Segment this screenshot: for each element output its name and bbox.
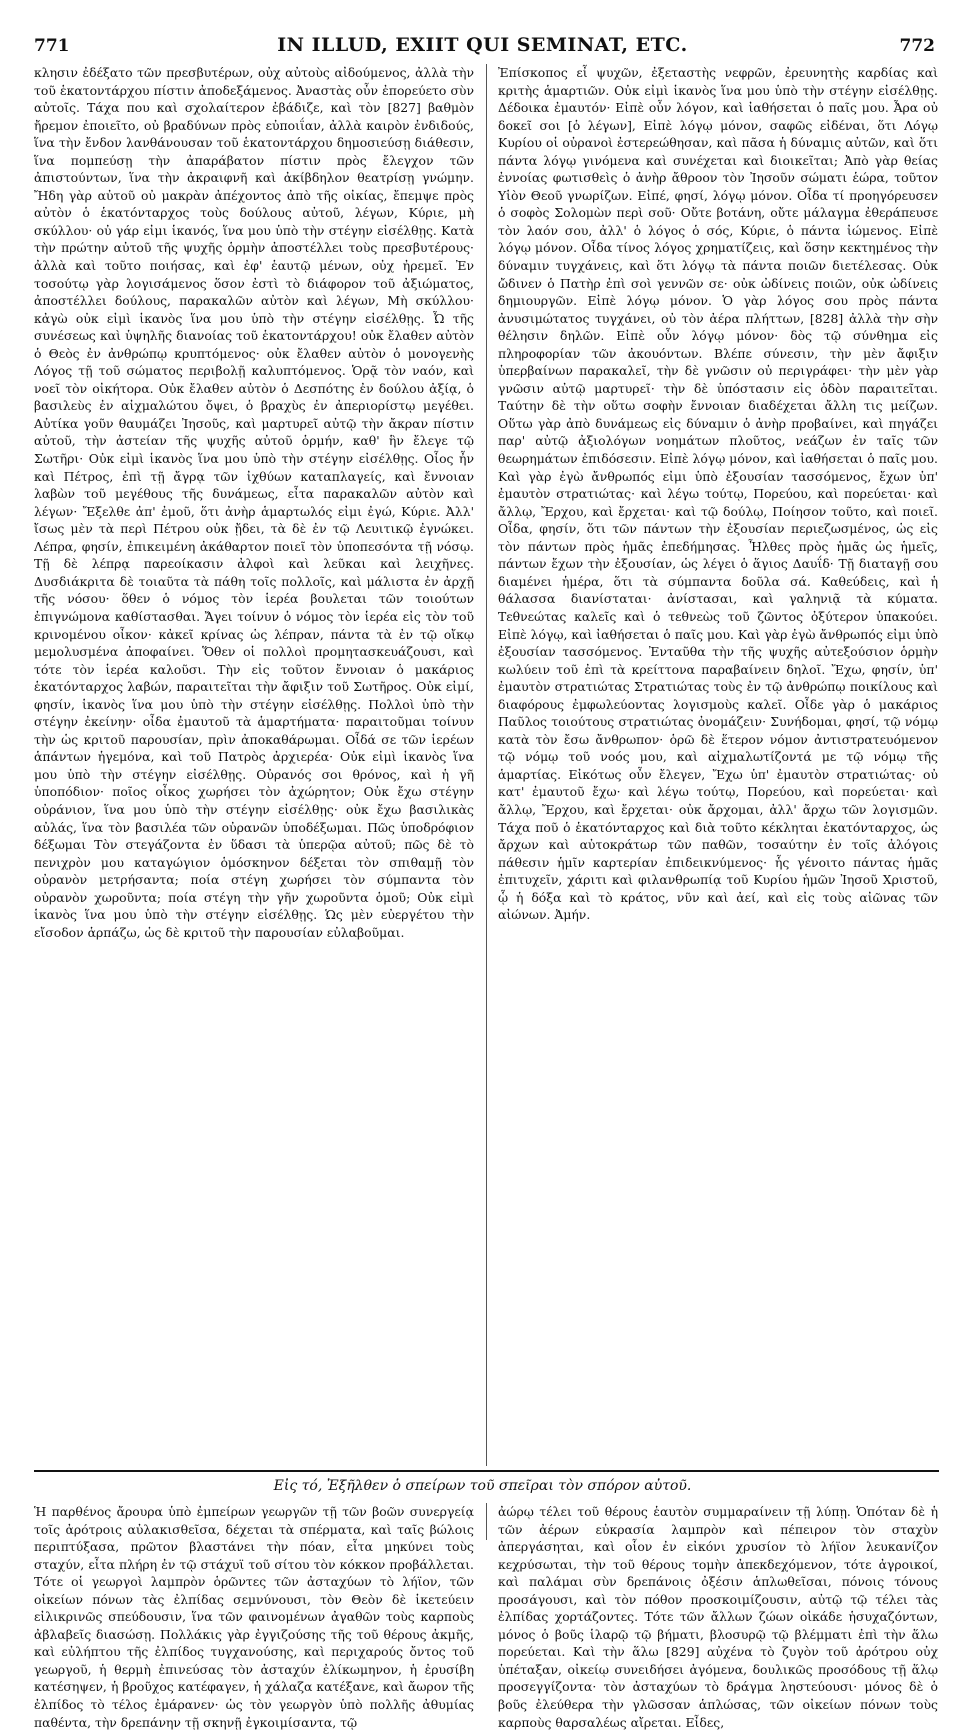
section-title: Εἰς τό, Ἐξῆλθεν ὁ σπείρων τοῦ σπεῖραι τὸν σπόρον αὐτοῦ. <box>273 1478 692 1494</box>
text-column-left <box>34 64 474 1469</box>
running-header <box>0 0 965 56</box>
column-right-text: Ἐπίσκοπος εἶ ψυχῶν, ἐξεταστὴς νεφρῶν, ἐρευνητὴς καρδίας καὶ κριτὴς ἁμαρτιῶν. Οὐκ εἰμὶ ἱκανὸς ἵνα μου ὑπὸ τὴν στέγην εἰσέλθῃς. Δέδοικα ἐμαυτόν· Εἰπὲ οὖν λόγον, καὶ ἰαθήσεται ὁ παῖς μου. Ἆρα οὐ δοκεῖ σοι [ὁ λέγων], Εἰπὲ λόγῳ μόνον, σαφῶς εἰδέναι, ὅτι Λόγῳ Κυρίου οἱ οὐρανοὶ ἐστερεώθησαν, καὶ πᾶσα ἡ δύναμις αὐτῶν, καὶ ὅτι πάντα λόγῳ γινόμενα καὶ συνέχεται καὶ διοικεῖται; Ἀπὸ γὰρ θείας ἐννοίας φωτισθεὶς ὁ ἀνὴρ ἄθροον τὸν Ἰησοῦν σώματι ἑώρα, τοῦτον Υἱὸν Θεοῦ γνωρίζων. Εἰπέ, φησί, λόγῳ μόνον. Οἶδα τί προηγόρευσεν ὁ σοφὸς Σολομὼν περὶ σοῦ· Οὔτε βοτάνη, οὔτε μάλαγμα ἐθεράπευσε τὸν λαόν σου, ἀλλ' ὁ λόγος ὁ σός, Κύριε, ὁ πάντα ἰώμενος. Εἰπὲ λόγῳ μόνον. Οἶδα τίνος λόγος χρηματίζεις, καὶ ὅσην κεκτημένος τὴν δύναμιν τυγχάνεις, καὶ ὅτι λόγῳ τὰ πάντα ποιῶν διετέλεσας. Οὐκ ὤδινεν ὁ Πατὴρ ἐπὶ σοὶ γεννῶν σε· οὐκ ὠδίνεις ποιῶν, οὐκ ὠδίνεις δημιουργῶν. Εἰπὲ λόγῳ μόνον. Ὁ γὰρ λόγος σου πρὸς πάντα ἀνυσιμώτατος τυγχάνει, οὐ τὸν ἀέρα πλήττων, [828] ἀλλὰ τὴν σὴν θέλησιν δηλῶν. Εἰπὲ οὖν λόγῳ μόνον· δὸς τῷ σύνθημα εἰς πληροφορίαν τῶν ἀκουόντων. Βλέπε σύνεσιν, τὴν μὲν ἄφιξιν ὑπερβαίνων παρακαλεῖ, τὴν δὲ γνῶσιν οὐ περιγράφει· τὴν μὲν γὰρ γνῶσιν αὐτῷ μαρτυρεῖ· τὴν δὲ ὑπόστασιν εἰς ὁδὸν παραιτεῖται. Ταύτην δὲ τὴν οὕτω σοφὴν ἔννοιαν διαδέχεται ἄλλη τις μείζων. Οὕτω γὰρ ἀπὸ δυνάμεως εἰς δύναμιν ὁ ἀνὴρ προβαίνει, καὶ πηγάζει παρ' αὐτῷ ἀξιολόγων νοημάτων πλοῦτος, νεάζων ἐν ταῖς τῶν θεωρημάτων ἐπιδόσεσιν. Εἰπὲ λόγῳ μόνον, καὶ ἰαθήσεται ὁ παῖς μου. Καὶ γὰρ ἐγὼ ἄνθρωπός εἰμι ὑπὸ ἐξουσίαν τασσόμενος, ἔχων ὑπ' ἐμαυτὸν στρατιώτας· καὶ λέγω τούτῳ, Πορεύου, καὶ πορεύεται· καὶ ἄλλῳ, Ἔρχου, καὶ ἔρχεται· καὶ τῷ δούλῳ, Ποίησον τοῦτο, καὶ ποιεῖ. Οἶδα, φησίν, ὅτι τῶν πάντων τὴν ἐξουσίαν περιεζωσμένος, ὡς εἰς τὸν πάντων πρὸς ἡμᾶς ἐπεδήμησας. Ἦλθες πρὸς ἡμᾶς ὡς ἡμεῖς, πάντων ἔχων τὴν ἐξουσίαν, ὡς λέγει ὁ ἅγιος Δαυΐδ· Τῇ διαταγῇ σου διαμένει ἡμέρα, ὅτι τὰ σύμπαντα δοῦλα σά. Καθεύδεις, καὶ ἡ θάλασσα διανίσταται· ἀνίστασαι, καὶ γαληνιᾷ τὰ κύματα. Τεθνεώτας καλεῖς καὶ ὁ τεθνεὼς τοῦ ζῶντος ὀξύτερον ὑπακούει. Εἰπὲ λόγῳ, καὶ ἰαθήσεται ὁ παῖς μου. Καὶ γὰρ ἐγὼ ἄνθρωπός εἰμι ὑπὸ ἐξουσίαν τασσόμενος. Ἐνταῦθα τὴν τῆς ψυχῆς αὐτεξούσιον ὁρμὴν κωλύειν τοῦ ἐπὶ τὰ κρείττονα παραβαίνειν δηλοῖ. Ἔχω, φησίν, ὑπ' ἐμαυτὸν στρατιώτας Στρατιώτας τοὺς ἐν τῷ ἀνθρώπῳ ποικίλους καὶ διαφόρους ἐμφωλεύοντας λογισμοὺς καλεῖ. Οἶδε γὰρ ὁ μακάριος Παῦλος τοιούτους στρατιώτας ὀνομάζειν· Συνήδομαι, φησί, τῷ νόμῳ κατὰ τὸν ἔσω ἄνθρωπον· ὁρῶ δὲ ἕτερον νόμον ἀντιστρατευόμενον τῷ νόμῳ τοῦ νοός μου, καὶ αἰχμαλωτίζοντά με τῷ νόμῳ τῆς ἁμαρτίας. Εἰκότως οὖν ἔλεγεν, Ἔχω ὑπ' ἐμαυτὸν στρατιώτας· οὐ κατ' ἐμαυτοῦ ἔχω· καὶ λέγω τούτῳ, Πορεύου, καὶ πορεύεται· καὶ ἄλλῳ, Ἔρχου, καὶ ἔρχεται· οὐκ ἄρχομαι, ἀλλ' ἄρχω τῶν λογισμῶν. Τάχα ποῦ ὁ ἑκατόνταρχος καὶ διὰ τοῦτο κέκληται ἑκατόνταρχος, ὡς ἄρχων καὶ αὐτοκράτωρ τῶν παθῶν, τοσαύτην ἐν τοῖς ἀλόγοις πάθεσιν ἡμῖν καρτερίαν ἐπιδεικνύμενος· ἧς γένοιτο πάντας ἡμᾶς ἐπιτυχεῖν, χάριτι καὶ φιλανθρωπίᾳ τοῦ Κυρίου ἡμῶν Ἰησοῦ Χριστοῦ, ᾧ ἡ δόξα καὶ τὸ κράτος, νῦν καὶ ἀεί, καὶ εἰς τοὺς αἰῶνας τῶν αἰώνων. Ἀμήν. <box>498 65 938 923</box>
column-rule <box>486 64 487 1466</box>
column-right-lower-text: ἀώρῳ τέλει τοῦ θέρους ἑαυτὸν συμμαραίνειν τῇ λύπῃ. Ὁπόταν δὲ ἡ τῶν ἀέρων εὐκρασία λαμπρὸν καὶ πέπειρον τὸν σταχὺν ἀπεργάσηται, καὶ οἷον ἐν εἰκόνι χρυσίον τὸ λήϊον λευκανίζον κεχρύσωται, τὴν τοῦ θέρους τομὴν ἀπεκδεχόμενον, τότε ἀγροικοί, καὶ παλάμαι σὺν δρεπάνοις ὀξέσιν ἁπλωθεῖσαι, πόνοις τόνους προσάγουσι, καὶ τὸν πόθον προσκοιμίζουσιν, αὐτῷ τῷ τέλει τὰς ἐλπίδας χορτάζοντες. Τότε τῶν ἄλλων ζώων οἰκάδε ἡσυχαζόντων, μόνος ὁ βοῦς ἱλαρῷ τῷ βήματι, βλοσυρῷ τῷ βλέμματι ἐπὶ τὴν ἅλω πορεύεται. Καὶ τὴν ἅλω [829] αὐχένα τὸ ζυγὸν τοῦ ἀρότρου οὐχ ὑπέταξαν, οἰκείῳ συνειδήσει ἀγόμενα, δουλικῶς προσόδους τῇ ἅλῳ προσεγγίζοντα· τὸν ἀσταχύων τὸ δράγμα ληστεύουσι· μόνος δὲ ὁ βοῦς ἐλεύθερα τὴν γλῶσσαν ἁπλώσας, τῶν οἰκείων πόνων τοὺς καρποὺς θαρσαλέως αἴρεται. Εἶδες, <box>498 1504 938 1730</box>
column-left-lower-text: Ἡ παρθένος ἄρουρα ὑπὸ ἐμπείρων γεωργῶν τῇ τῶν βοῶν συνεργείᾳ τοῖς ἀρότροις αὐλακισθεῖσα, δέχεται τὰ σπέρματα, καὶ ταῖς βώλοις περιπτύξασα, πρῶτον βλαστάνει τὴν πόαν, εἶτα μηκύνει τοὺς σταχύν, εἶτα πλήρη ἐν τῷ στάχυϊ τοῦ σίτου τὸν κόκκον προβάλλεται. Τότε οἱ γεωργοὶ λαμπρὸν ὁρῶντες τῶν ἀσταχύων τὸ λήϊον, τῶν οἰκείων πόνων τὰς ἐλπίδας σεμνύνουσι, τὸν Θεὸν δὲ ἱκετεύειν εἰλικρινῶς σπεύδουσιν, ἵνα τῶν φαινομένων ἀγαθῶν τοὺς καρποὺς ἀβλαβεῖς διασώσῃ. Πολλάκις γὰρ ἐγγιζούσης τῆς τοῦ θέρους ἀκμῆς, καὶ εὐλήπτου τῆς ἐλπίδος τυγχανούσης, καὶ περιχαρούς ὄντος τοῦ γεωργοῦ, ἡ θερμὴ ἐπινεύσας τὸν ἀσταχύν ἐλίκωμηνον, ἡ ἐρυσίβη κατέσηψεν, ἡ βροῦχος κατέφαγεν, ἡ χάλαζα κατέξανε, καὶ ἄωρον τῆς ἐλπίδος τὸ τέλος ἐμάρανεν· ὡς τὸν γεωργὸν ὑπὸ πολλῆς ἀθυμίας παθέντα, τὴν δρεπάνην τῇ σκηνῇ ἐγκοιμίσαντα, τῷ <box>34 1504 474 1730</box>
page-number-right: 772 <box>899 36 935 56</box>
column-left-text: κλησιν ἐδέξατο τῶν πρεσβυτέρων, οὐχ αὐτοὺς αἰδούμενος, ἀλλὰ τὴν τοῦ ἑκατοντάρχου πίστιν ἀποδεξάμενος. Ἀναστὰς οὖν ἐπορεύετο σὺν αὐτοῖς. Τάχα που καὶ σχολαίτερον ἐβάδιζε, καὶ τὸν [827] βαθμὸν ἤρεμον ἐποιεῖτο, οὐ βραδύνων πρὸς εὐποιΐαν, ἀλλὰ καιρὸν ἐνδιδούς, ἵνα τὴν ἔνδον λανθάνουσαν τοῦ ἑκατοντάρχου δημοσιεύσῃ διάθεσιν, ἵνα πομπεύσῃ τὴν ἀπαράβατον πίστιν πρὸς ἔλεγχον τῶν ἀπιστούντων, ἵνα τὴν ἀκραιφνῆ καὶ ἀκίβδηλον θεατρίσῃ γνώμην. Ἤδη γὰρ αὐτοῦ οὐ μακρὰν ἀπέχοντος ἀπὸ τῆς οἰκίας, ἔπεμψε πρὸς αὐτὸν ὁ ἑκατόνταρχος τοὺς δούλους αὐτοῦ, λέγων, Κύριε, μὴ σκύλλου· οὐ γάρ εἰμι ἱκανός, ἵνα μου ὑπὸ τὴν στέγην εἰσέλθῃς. Κατὰ τὴν πρώτην αὐτοῦ τῆς ψυχῆς ὁρμὴν ἀποστέλλει τοὺς πρεσβυτέρους· ἀλλὰ καὶ τοῦτο ποιήσας, καὶ ἐφ' ἑαυτῷ μένων, οὐχ ἠρεμεῖ. Ἐν τοσούτῳ γὰρ λογισάμενος ὅσον ἐστὶ τὸ διάφορον τοῦ ἀξιώματος, ἀποστέλλει δούλους, παρακαλῶν αὐτὸν καὶ λέγων, Μὴ σκύλλου· κἀγὼ οὐκ εἰμὶ ἱκανὸς ἵνα μου ὑπὸ τὴν στέγην εἰσέλθῃς. Ὦ τῆς συνέσεως καὶ ὑψηλῆς διανοίας τοῦ ἑκατοντάρχου! οὐκ ἔλαθεν αὐτὸν ὁ Θεὸς ἐν ἀνθρώπῳ κρυπτόμενος· οὐκ ἔλαθεν αὐτὸν ὁ μονογενὴς Λόγος τῇ τοῦ σώματος περιβολῇ καλυπτόμενος. Ὁρᾷ τὸν ναόν, καὶ νοεῖ τὸν οἰκήτορα. Οὐκ ἔλαθεν αὐτὸν ὁ Δεσπότης ἐν δούλου ἀξίᾳ, ὁ βασιλεὺς ἐν αἰχμαλώτου ὄψει, ὁ βραχὺς ἐν ἀπεριορίστῳ μεγέθει. Αὐτίκα γοῦν θαυμάζει Ἰησοῦς, καὶ μαρτυρεῖ αὐτῷ τὴν ἄκραν πίστιν αὐτοῦ, τὴν ἀστείαν τῆς ψυχῆς αὐτοῦ ὁρμήν, καθ' ἣν ἔλεγε τῷ Σωτῆρι· Οὐκ εἰμὶ ἱκανὸς ἵνα μου ὑπὸ τὴν στέγην εἰσέλθῃς. Οἷος ἦν καὶ Πέτρος, ἐπὶ τῇ ἄγρᾳ τῶν ἰχθύων καταπλαγείς, καὶ ἔννοιαν λαβὼν τοῦ μεγέθους τῆς δυνάμεως, εἶτα παρακαλῶν αὐτὸν καὶ λέγων· Ἔξελθε ἀπ' ἐμοῦ, ὅτι ἀνὴρ ἁμαρτωλός εἰμι ἐγώ, Κύριε. Ἀλλ' ἴσως μὲν τὰ περὶ Πέτρου οὐκ ᾔδει, τὰ δὲ ἐν τῷ Λευιτικῷ ἐγνώκει. Λέπρα, φησίν, ἐπικειμένη ἀκάθαρτον ποιεῖ τὸν ὑποπεσόντα τῇ νόσῳ. Τῇ δὲ λέπρᾳ παρεοίκασιν ἀλφοὶ καὶ λεῦκαι καὶ λειχῆνες. Δυσδιάκριτα δὲ τοιαῦτα τὰ πάθη τοῖς πολλοῖς, καὶ μάλιστα ἐν ἀρχῇ τῆς νόσου· ὅθεν ὁ νόμος τὸν ἱερέα βουλεται τῶν τοιούτων ἐπιγνώμονα καθίστασθαι. Ἄγει τοίνυν ὁ νόμος τὸν ἱερέα εἰς τὸν τοῦ κρινομένου οἶκον· κἀκεῖ κρίνας ὡς λέπραν, πάντα τὰ ἐν τῷ οἴκῳ μεμολυσμένα ἀποφαίνει. Ὅθεν οἱ πολλοὶ προμητασκευάζουσι, καὶ τότε τὸν ἱερέα καλοῦσι. Τὴν εἰς τοῦτον ἔννοιαν ὁ μακάριος ἑκατόνταρχος λαβών, παραιτεῖται τὴν ἄφιξιν τοῦ Σωτῆρος. Οὐκ εἰμί, φησίν, ἱκανὸς ἵνα μου ὑπὸ τὴν στέγην εἰσέλθῃς. Πολλοὶ ὑπὸ τὴν στέγην ἐκείνην· οἶδα ἐμαυτοῦ τὰ ἁμαρτήματα· παραιτοῦμαι τοίνυν τὴν ὡς κριτοῦ παρουσίαν, πρὶν ἀποκαθάρωμαι. Οἶδά σε τῶν ἱερέων ἁπάντων ἡγεμόνα, καὶ τοῦ Πατρὸς ἀρχιερέα· Οὐκ εἰμὶ ἱκανὸς ἵνα μου ὑπὸ τὴν στέγην εἰσέλθῃς. Οὐρανός σοι θρόνος, καὶ ἡ γῆ ὑποπόδιον· ποῖος οἶκος χωρήσει τὸν ἀχώρητον; Οὐκ ἔχω στέγην οὐράνιον, ἵνα μου ὑπὸ τὴν στέγην εἰσέλθῃς· οὐκ ἔχω βασιλικὰς αὐλάς, ἵνα τὸν βασιλέα τῶν οὐρανῶν ὑποδέξωμαι. Πῶς ὑποδρόφιον δέξωμαι Τὸν στεγάζοντα ἐν ὕδασι τὰ ὑπερῷα αὐτοῦ; πῶς δὲ τὸ πενιχρὸν μου καταγώγιον ὁμόσκηνον δέξεται τὸν σπιθαμῇ τὸν οὐρανὸν μετρήσαντα; ποία στέγη χωρήσει τὸν σύμπαντα τὸν οὐρανὸν χωροῦντα; ποία στέγη τὴν γῆν χωροῦντα ὁμοῦ; Οὐκ εἰμὶ ἱκανὸς ἵνα μου ὑπὸ τὴν στέγην εἰσέλθῃς. Ὡς μὲν εὐεργέτου τὴν εἴσοδον ἁρπάζω, ὡς δὲ κριτοῦ τὴν παρουσίαν εὐλαβοῦμαι. <box>34 65 474 940</box>
running-title: IN ILLUD, EXIIT QUI SEMINAT, ETC. <box>277 34 688 56</box>
section-divider <box>34 1470 939 1472</box>
page-number-left: 771 <box>34 36 70 56</box>
text-column-left-lower <box>34 1503 474 1730</box>
text-column-right <box>498 64 938 1469</box>
column-rule-lower <box>486 1503 487 1540</box>
text-column-right-lower <box>498 1503 938 1730</box>
